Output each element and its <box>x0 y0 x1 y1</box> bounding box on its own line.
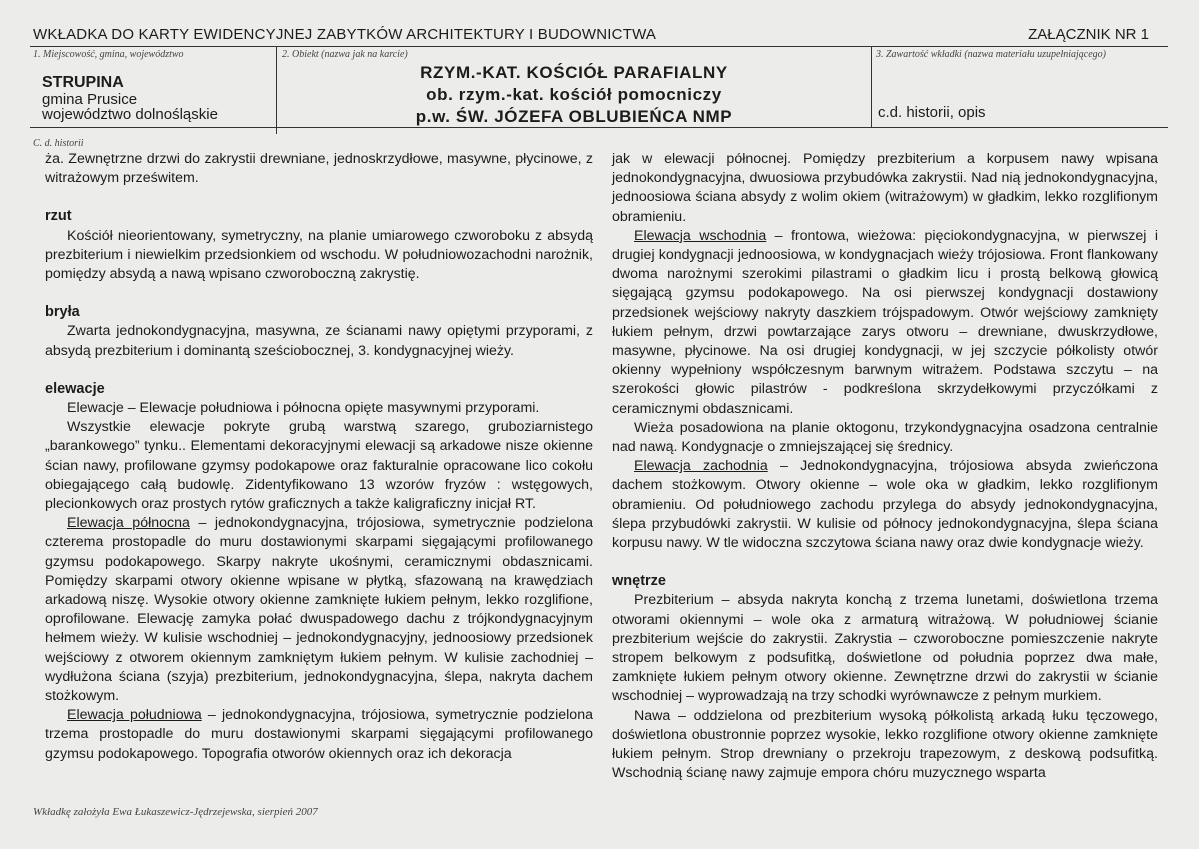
right-column <box>612 150 1158 784</box>
paragraph-presbytery: Prezbiterium – absyda nakryta konchą z trzema lunetami, doświetlona trzema otworami okiennymi – wole oka z armaturą witrażową. W południowej ścianie prezbiterium wejście do zakrystii. Zakrystia – czworoboczne pomieszczenie nakryte stropem belkowym z podsufitką, doświetlone od południa poprzez dwa małe, zamknięte łukiem pełnym otwory okienne. Zewnętrzne drzwi do zakrystii w ścianie wschodniej – wyprowadzają na trzy schodki wyrównawcze z pełnym murkiem. <box>612 592 1158 705</box>
paragraph: Elewacje – Elewacje południowa i północna opięte masywnymi przyporami. <box>67 400 540 417</box>
header-bottom-rule <box>30 127 1168 128</box>
place-gmina: gmina Prusice <box>42 91 138 108</box>
section-heading-elewacje: elewacje <box>45 380 105 397</box>
paragraph-tower: Wieża posadowiona na planie oktogonu, trzykondygnacyjna osadzona centralnie nad nawą. Kondygnacje o zmniejszającej się średnicy. <box>612 419 1158 456</box>
left-column <box>45 150 593 764</box>
paragraph: ża. Zewnętrzne drzwi do zakrystii drewniane, jednoskrzydłowe, masywne, płycinowe, z witrażowym prześwitem. <box>45 151 593 187</box>
east-elevation-label: Elewacja wschodnia <box>634 227 767 244</box>
west-elevation-label: Elewacja zachodnia <box>634 458 768 475</box>
paragraph: jak w elewacji północnej. Pomiędzy prezbiterium a korpusem nawy wpisana jednokondygnacyjna, dwuosiowa przybudówka zakrystii. Nad nią jednokondygnacyjna, jednoosiowa ściana absydy z wolim okiem (witrażowym) w gładkim, lekko rozglifionym obramieniu. <box>612 151 1158 225</box>
insert-content: c.d. historii, opis <box>878 104 986 121</box>
north-elevation-text: – jednokondygnacyjna, trójosiowa, symetrycznie podzielona czterema prostopadle do muru dostawionymi skarpami sięgającymi profilowanego gzymsu podokapowego. Skarpy nakryte ukośnymi, ceramicznymi obdasznicami. Pomiędzy skarpami otwory okienne wpisane w płytką, sfazowaną na krawędziach arkadową niszę. Wysokie otwory okienne zamknięte łukiem pełnym, lekko rozglifione, oprofilowane. Elewację zamyka połać dwuspadowego dachu z trójkondygnacyjnym hełmem wieży. W kulisie wschodniej – jednokondygnacyjny, jednoosiowy przedsionek wejściowy z otworem okiennym zamkniętym łukiem pełnym. W kulisie zachodniej – wydłużona ściana (szyja) prezbiterium, jednokondygnacyjna, ślepa, nakryta dachem stożkowym. <box>45 515 593 705</box>
paragraph-nave: Nawa – oddzielona od prezbiterium wysoką półkolistą arkadą łuku tęczowego, doświetlona obustronnie poprzez wysokie, lekko rozglifione otwory okienne zamknięte łukiem pełnym. Strop drewniany o przekroju trapezowym, z deskową podsufitką. Wschodnią ścianę nawy zajmuje empora chóru muzycznego wsparta <box>612 707 1158 782</box>
east-elevation-text: – frontowa, wieżowa: pięciokondygnacyjna, w pierwszej i drugiej kondygnacji jednoosiowa, w kondygnacjach wieży trójosiowa. Front flankowany dwoma narożnymi szerokimi pilastrami o gładkim licu i prostą belkową głowicą sięgającą gzymsu podokapowego. Na osi pierwszej kondygnacji dostawiony przedsionek wejściowy nakryty daszkiem trójspadowym. Otwór wejściowy zamknięty łukiem pełnym, drzwi powtarzające zarys otworu – drewniane, dwuskrzydłowe, masywne, płycinowe. Na osi drugiej kondygnacji, w jej szczycie półkolisty otwór okienny wypełniony współczesnym barwnym witrażem. Podstawa szczytu – na szerokości głowic pilastrów - podkreślona skrzydełkowymi przyczółkami z ceramicznymi obdasznicami. <box>612 227 1158 417</box>
paragraph: Zwarta jednokondygnacyjna, masywna, ze ścianami nawy opiętymi przyporami, z absydą prezbiterium i dominantą sześciobocznej, 3. kondygnacyjnej wieży. <box>45 323 593 359</box>
continuation-label: C. d. historii <box>33 138 84 149</box>
west-elevation-text: – Jednokondygnacyjna, trójosiowa absyda zwieńczona dachem stożkowym. Otwory okienne – wole oka w gładkim, lekko rozglifionym obramieniu. Od południowego zachodu przylega do absydy jednokondygnacyjna, ślepa przybudówki zakrystii. W kulisie od północy jednokondygnacyjna, ślepa ściana korpusu nawy. W tle widoczna szczytowa ściana nawy oraz dwie kondygnacje wieży. <box>612 458 1158 552</box>
south-elevation-label: Elewacja południowa <box>67 707 202 724</box>
annex-label: ZAŁĄCZNIK NR 1 <box>1028 26 1149 43</box>
section-heading-rzut: rzut <box>45 208 72 225</box>
paragraph-south-elevation <box>45 706 593 764</box>
header-top-rule <box>30 46 1168 47</box>
field2-label: 2. Obiekt (nazwa jak na karcie) <box>282 49 408 60</box>
place-name: STRUPINA <box>42 74 124 91</box>
footer-author-note: Wkładkę założyła Ewa Łukaszewicz-Jędrzejewska, sierpień 2007 <box>33 806 318 818</box>
object-line-3: p.w. ŚW. JÓZEFA OBLUBIEŃCA NMP <box>415 107 733 126</box>
field1-label: 1. Miejscowość, gmina, województwo <box>33 49 184 60</box>
object-line-1: RZYM.-KAT. KOŚCIÓŁ PARAFIALNY <box>420 63 728 82</box>
paragraph: Wszystkie elewacje pokryte grubą warstwą szarego, gruboziarnistego „barankowego” tynku.. Elementami dekoracyjnymi elewacji są arkadowe nisze okienne ścian nawy, profilowane gzymsy podokapowe oraz fakturalnie opracowane lico cokołu obiegającego całą budowlę. Zidentyfikowano 13 wzorów fryzów : wstęgowych, plecionkowych oraz prostych rytów graficznych a także kaligraficzny inicjał RT. <box>45 419 593 513</box>
paragraph-east-elevation <box>612 227 1158 419</box>
paragraph-north-elevation <box>45 514 593 706</box>
section-heading-bryla: bryła <box>45 304 80 321</box>
header-divider-2 <box>871 46 872 128</box>
paragraph: Kościół nieorientowany, symetryczny, na planie umiarowego czworoboku z absydą prezbiterium i niewielkim przedsionkiem od wschodu. W południowozachodni narożnik, pomiędzy absydą a nawą wpisano czworoboczną zakrystię. <box>45 227 593 283</box>
place-voivodeship: województwo dolnośląskie <box>42 106 218 123</box>
paragraph-west-elevation <box>612 457 1158 553</box>
header-divider-1 <box>276 46 277 134</box>
field3-label: 3. Zawartość wkładki (nazwa materiału uzupełniającego) <box>876 49 1106 60</box>
document-title: WKŁADKA DO KARTY EWIDENCYJNEJ ZABYTKÓW ARCHITEKTURY I BUDOWNICTWA <box>33 26 657 43</box>
north-elevation-label: Elewacja północna <box>67 515 190 532</box>
object-line-2: ob. rzym.-kat. kościół pomocniczy <box>426 85 722 104</box>
object-name-block <box>282 62 866 128</box>
section-heading-wnetrze: wnętrze <box>612 573 666 590</box>
south-elevation-text: – jednokondygnacyjna, trójosiowa, symetrycznie podzielona trzema prostopadle do muru dostawionymi skarpami sięgającymi profilowanego gzymsu podokapowego. Topografia otworów okiennych oraz ich dekoracja <box>45 707 593 762</box>
